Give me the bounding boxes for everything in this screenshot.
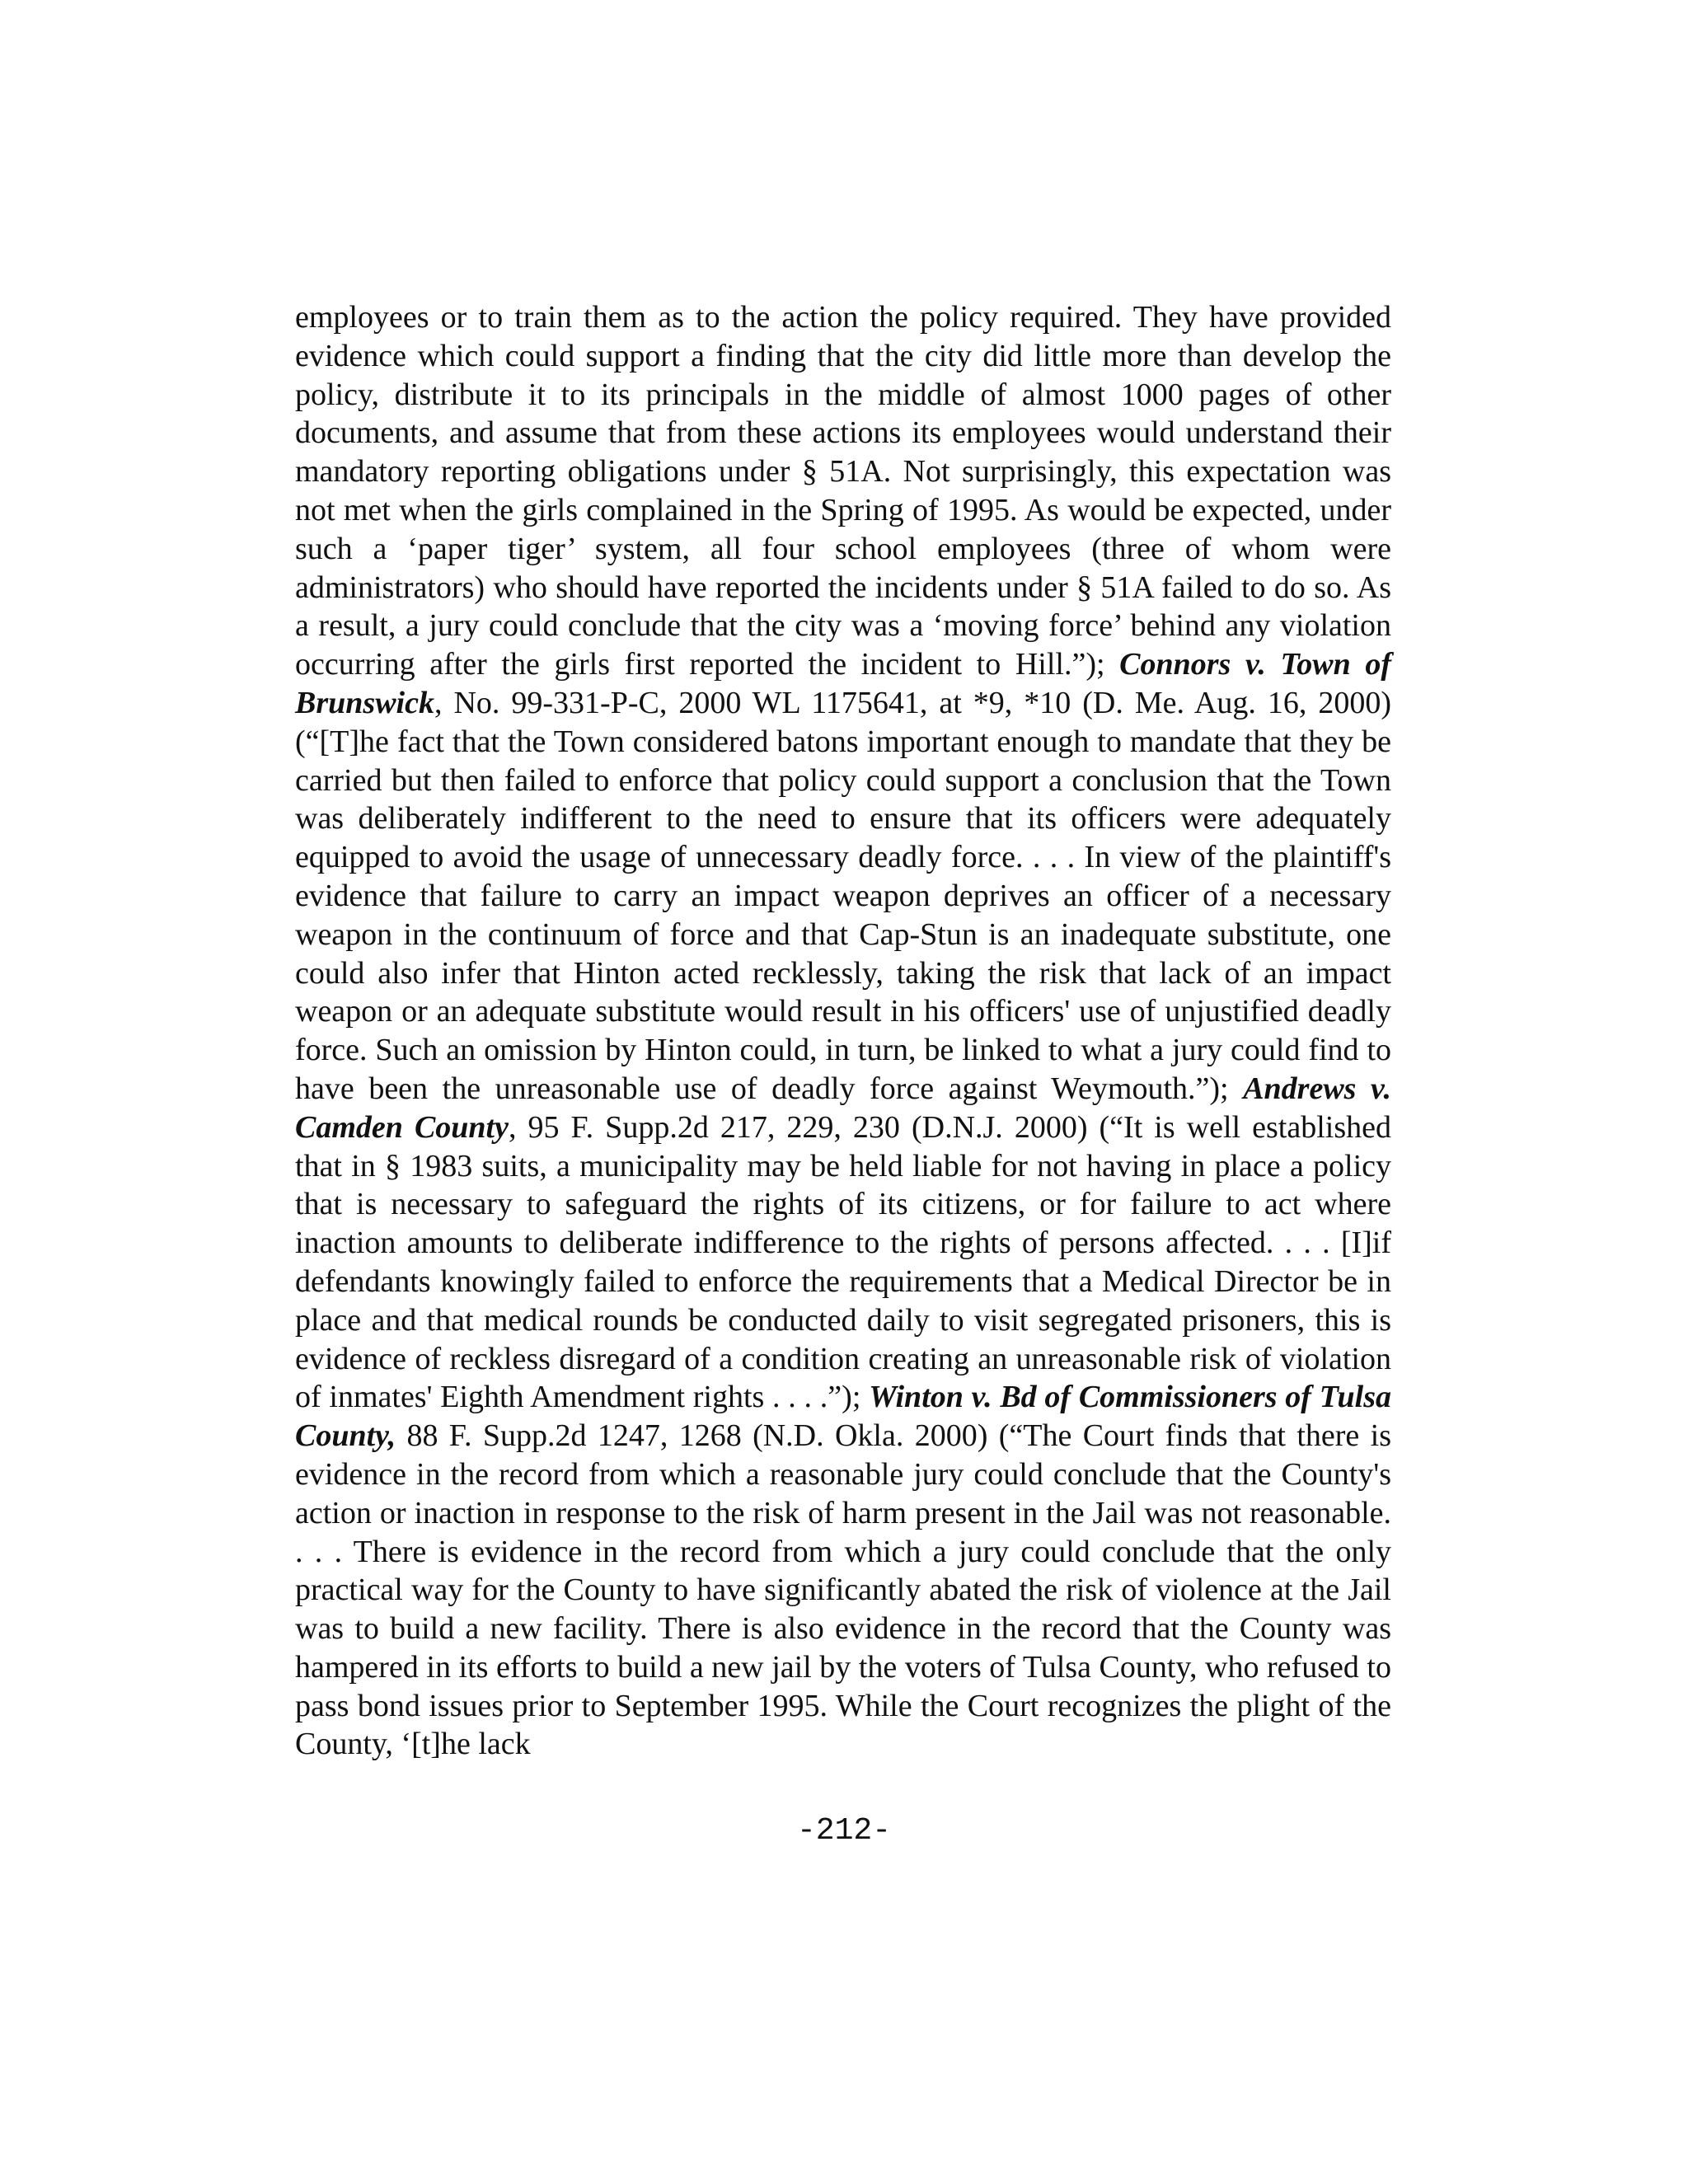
text-segment: , 95 F. Supp.2d 217, 229, 230 (D.N.J. 2000) (“It is well established that in § 1983 suits, a municipality may be held liable for not having in place a policy that is necessary to safeguard the rights of its citizens, or for failure to act where inaction amounts to deliberate indifference to the rights of persons affected. . . . [I]if defendants knowingly failed to enforce the requirements that a Medical Director be in place and that medical rounds be conducted daily to visit segregated prisoners, this is evidence of reckless disregard of a condition creating an unreasonable risk of violation of inmates' Eighth Amendment rights . . . .”); (295, 1109, 1391, 1415)
case-citation-andrews: Andrews v. Camden County (295, 1071, 1391, 1145)
case-citation-connors: Connors v. Town of Brunswick (295, 647, 1391, 720)
text-segment: , No. 99-331-P-C, 2000 WL 1175641, at *9, *10 (D. Me. Aug. 16, 2000) (“[T]he fact that the Town considered batons important enough to mandate that they be carried but then failed to enforce that policy could support a conclusion that the Town was deliberately indifferent to the need to ensure that its officers were adequately equipped to avoid the usage of unnecessary deadly force. . . . In view of the plaintiff's evidence that failure to carry an impact weapon deprives an officer of a necessary weapon in the continuum of force and that Cap-Stun is an inadequate substitute, one could also infer that Hinton acted recklessly, taking the risk that lack of an impact weapon or an adequate substitute would result in his officers' use of unjustified deadly force. Such an omission by Hinton could, in turn, be linked to what a jury could find to have been the unreasonable use of deadly force against Weymouth.”); (295, 685, 1391, 1106)
page-number: -212- (796, 1813, 892, 1849)
text-segment: 88 F. Supp.2d 1247, 1268 (N.D. Okla. 2000) (“The Court finds that there is evidence in the record from which a reasonable jury could conclude that the County's action or inaction in response to the risk of harm present in the Jail was not reasonable. . . . There is evidence in the record from which a jury could conclude that the only practical way for the County to have significantly abated the risk of violence at the Jail was to build a new facility. There is also evidence in the record that the County was hampered in its efforts to build a new jail by the voters of Tulsa County, who refused to pass bond issues prior to September 1995. While the Court recognizes the plight of the County, ‘[t]he lack (295, 1418, 1391, 1762)
text-segment: employees or to train them as to the action the policy required. They have provided evidence which could support a finding that the city did little more than develop the policy, distribute it to its principals in the middle of almost 1000 pages of other documents, and assume that from these actions its employees would understand their mandatory reporting obligations under § 51A. Not surprisingly, this expectation was not met when the girls complained in the Spring of 1995. As would be expected, under such a ‘paper tiger’ system, all four school employees (three of whom were administrators) who should have reported the incidents under § 51A failed to do so. As a result, a jury could conclude that the city was a ‘moving force’ behind any violation occurring after the girls first reported the incident to Hill.”); (295, 300, 1391, 682)
body-paragraph (295, 298, 1391, 1764)
case-citation-winton: Winton v. Bd of Commissioners of Tulsa County, (295, 1380, 1391, 1454)
